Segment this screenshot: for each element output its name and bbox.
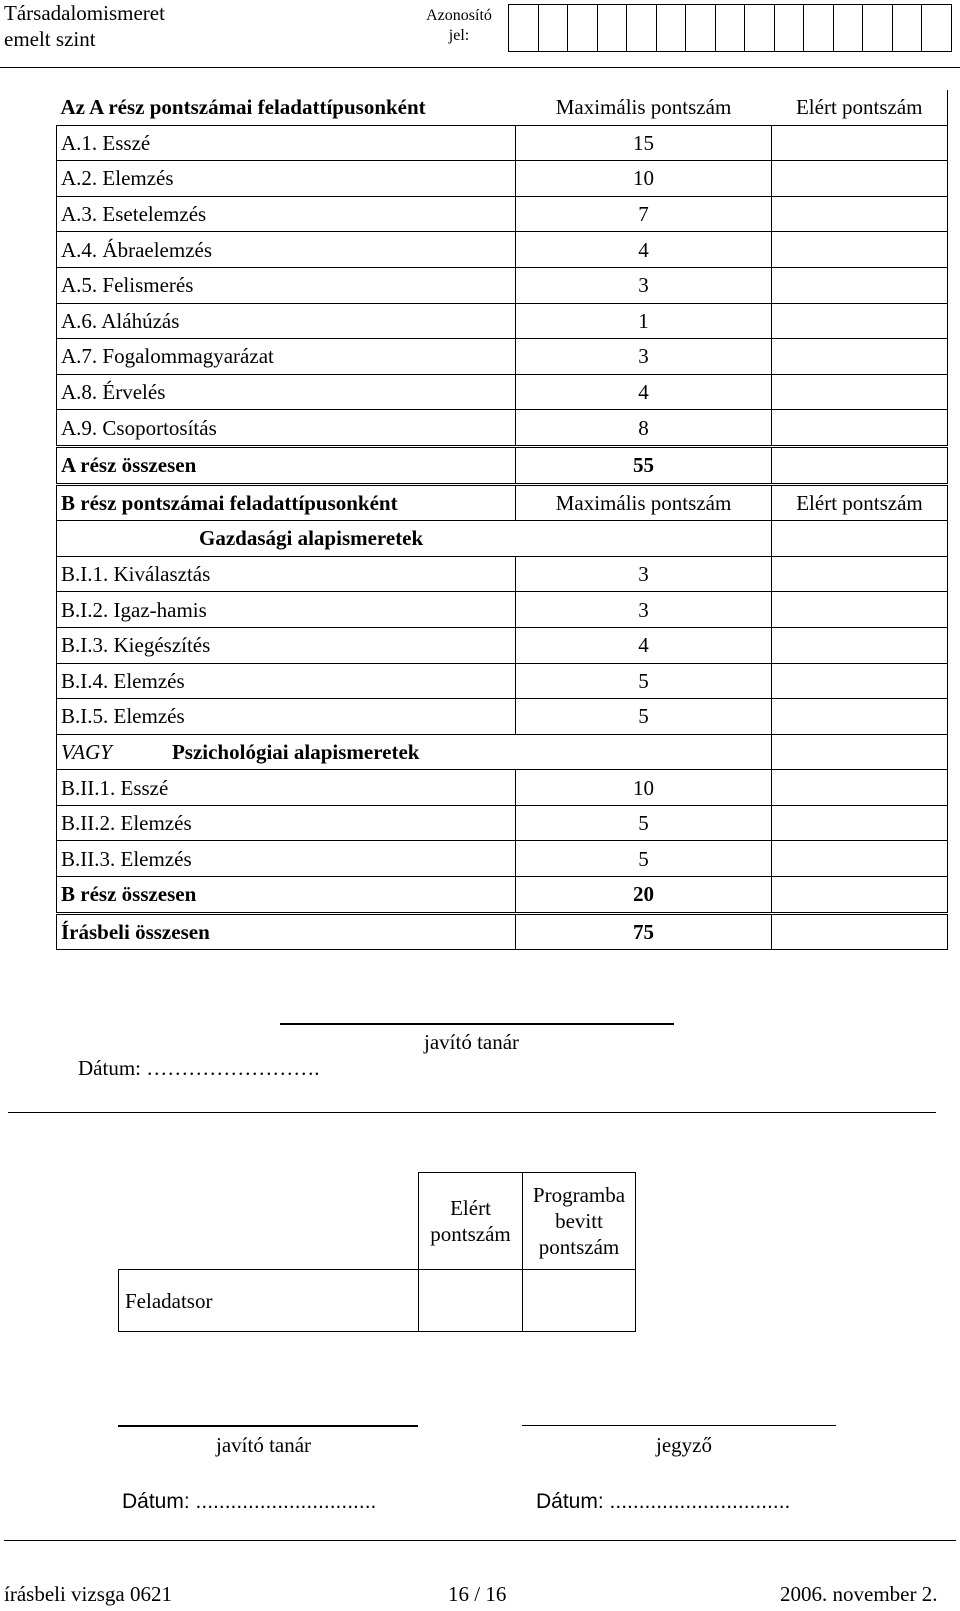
row-label: A.5. Felismerés — [57, 267, 516, 303]
row-achieved-cell[interactable] — [772, 161, 948, 197]
part-b-total-label: B rész összesen — [57, 877, 516, 914]
clerk-signature-label: jegyző — [656, 1433, 712, 1457]
row-max: 3 — [516, 556, 772, 592]
id-box[interactable] — [775, 4, 805, 52]
table-row — [57, 627, 948, 663]
row-label: A.7. Fogalommagyarázat — [57, 339, 516, 375]
id-label-line1: Azonosító — [426, 7, 492, 24]
row-label: A.2. Elemzés — [57, 161, 516, 197]
row-achieved-cell[interactable] — [772, 770, 948, 806]
row-max: 3 — [516, 339, 772, 375]
row-achieved-cell[interactable] — [772, 339, 948, 375]
row-label: A.8. Érvelés — [57, 374, 516, 410]
id-label — [418, 6, 500, 46]
row-label: A.6. Aláhúzás — [57, 303, 516, 339]
section-title-psychology: Pszichológiai alapismeretek — [171, 739, 420, 764]
row-max: 8 — [516, 410, 772, 447]
id-box[interactable] — [539, 4, 569, 52]
section-empty-cell — [772, 734, 948, 770]
id-box[interactable] — [598, 4, 628, 52]
table-row — [57, 161, 948, 197]
entered-score-cell[interactable] — [522, 1269, 636, 1332]
id-box[interactable] — [716, 4, 746, 52]
row-achieved-cell[interactable] — [772, 267, 948, 303]
clerk-signature-line[interactable] — [522, 1425, 836, 1426]
row-max: 5 — [516, 841, 772, 877]
section-row-economics — [57, 521, 948, 557]
row-max: 4 — [516, 232, 772, 268]
row-max: 5 — [516, 699, 772, 735]
row-label: B.II.2. Elemzés — [57, 805, 516, 841]
row-label: A.1. Esszé — [57, 125, 516, 161]
row-label: B.I.5. Elemzés — [57, 699, 516, 735]
row-achieved-cell[interactable] — [772, 663, 948, 699]
table-row — [57, 125, 948, 161]
table-row — [57, 556, 948, 592]
exam-code: írásbeli vizsga 0621 — [4, 1582, 172, 1606]
date-field[interactable]: Dátum: ……………………. — [78, 1056, 320, 1080]
written-total-label: Írásbeli összesen — [57, 913, 516, 950]
row-achieved-cell[interactable] — [772, 374, 948, 410]
table-row — [57, 770, 948, 806]
part-b-total-max: 20 — [516, 877, 772, 914]
part-b-total-row — [57, 877, 948, 914]
part-b-header-row — [57, 484, 948, 521]
written-total-max: 75 — [516, 913, 772, 950]
row-achieved-cell[interactable] — [772, 627, 948, 663]
max-points-header: Maximális pontszám — [516, 484, 772, 521]
section-empty-cell — [516, 521, 772, 557]
teacher-signature-line[interactable] — [118, 1425, 418, 1427]
row-label: B.II.1. Esszé — [57, 770, 516, 806]
written-total-row — [57, 913, 948, 950]
id-label-line2: jel: — [448, 27, 470, 44]
header-divider — [0, 67, 960, 68]
id-boxes — [508, 4, 952, 52]
table-row — [57, 699, 948, 735]
table-row — [57, 232, 948, 268]
part-b-title: B rész pontszámai feladattípusonként — [57, 484, 516, 521]
id-box[interactable] — [568, 4, 598, 52]
table-row — [57, 841, 948, 877]
entered-score-header: Programba bevitt pontszám — [522, 1172, 636, 1270]
teacher-date-field[interactable]: Dátum: ............................... — [122, 1490, 377, 1513]
table-row — [57, 374, 948, 410]
part-a-total-max: 55 — [516, 446, 772, 484]
row-max: 5 — [516, 663, 772, 699]
table-row — [57, 303, 948, 339]
part-b-total-achieved-cell[interactable] — [772, 877, 948, 914]
clerk-date-field[interactable]: Dátum: ............................... — [536, 1490, 791, 1513]
subject-title — [4, 0, 165, 52]
teacher-signature-line[interactable] — [280, 1023, 674, 1025]
row-achieved-cell[interactable] — [772, 232, 948, 268]
table-row — [57, 592, 948, 628]
row-achieved-cell[interactable] — [772, 592, 948, 628]
achieved-points-header: Elért pontszám — [772, 90, 948, 125]
max-points-header: Maximális pontszám — [555, 95, 732, 120]
section-divider — [8, 1112, 936, 1113]
score-table — [56, 90, 948, 950]
part-a-header-row — [57, 90, 948, 125]
subject-level: emelt szint — [4, 27, 96, 51]
teacher-signature-label: javító tanár — [424, 1030, 520, 1054]
part-a-total-achieved-cell[interactable] — [772, 446, 948, 484]
written-total-achieved-cell[interactable] — [772, 913, 948, 950]
footer-divider — [4, 1540, 956, 1541]
row-label: B.I.4. Elemzés — [57, 663, 516, 699]
row-label: B.I.2. Igaz-hamis — [57, 592, 516, 628]
row-max: 15 — [516, 125, 772, 161]
id-box[interactable] — [627, 4, 657, 52]
id-box[interactable] — [509, 4, 539, 52]
row-label: A.9. Csoportosítás — [57, 410, 516, 447]
id-box[interactable] — [922, 4, 952, 52]
id-box[interactable] — [863, 4, 893, 52]
row-max: 5 — [516, 805, 772, 841]
row-label: A.3. Esetelemzés — [57, 196, 516, 232]
section-title-cell — [57, 521, 516, 557]
id-box[interactable] — [686, 4, 716, 52]
id-box[interactable] — [804, 4, 834, 52]
subject-name: Társadalomismeret — [4, 1, 165, 25]
row-achieved-cell[interactable] — [772, 410, 948, 447]
task-set-label: Feladatsor — [118, 1269, 419, 1332]
row-achieved-cell[interactable] — [772, 699, 948, 735]
section-row-psychology — [57, 734, 948, 770]
part-a-total-row — [57, 446, 948, 484]
row-label: B.I.3. Kiegészítés — [57, 627, 516, 663]
achieved-score-cell[interactable] — [418, 1269, 523, 1332]
section-empty-cell — [516, 734, 772, 770]
teacher-signature-label: javító tanár — [216, 1433, 312, 1457]
achieved-score-header: Elért pontszám — [418, 1172, 523, 1270]
row-achieved-cell[interactable] — [772, 841, 948, 877]
row-max: 7 — [516, 196, 772, 232]
row-label: A.4. Ábraelemzés — [57, 232, 516, 268]
table-row — [57, 410, 948, 447]
row-max: 10 — [516, 161, 772, 197]
id-box[interactable] — [657, 4, 687, 52]
table-row — [57, 196, 948, 232]
result-entry-table — [118, 1172, 637, 1332]
exam-date: 2006. november 2. — [780, 1582, 938, 1606]
part-a-title: Az A rész pontszámai feladattípusonként — [60, 95, 426, 120]
table-row — [57, 339, 948, 375]
row-achieved-cell[interactable] — [772, 196, 948, 232]
part-a-total-label: A rész összesen — [57, 446, 516, 484]
row-max: 3 — [516, 267, 772, 303]
row-achieved-cell[interactable] — [772, 805, 948, 841]
row-label: B.I.1. Kiválasztás — [57, 556, 516, 592]
table-row — [57, 805, 948, 841]
row-achieved-cell[interactable] — [772, 556, 948, 592]
row-max: 4 — [516, 627, 772, 663]
achieved-points-header: Elért pontszám — [772, 484, 948, 521]
id-box[interactable] — [745, 4, 775, 52]
row-achieved-cell[interactable] — [772, 303, 948, 339]
section-empty-cell — [772, 521, 948, 557]
page-number: 16 / 16 — [448, 1582, 507, 1606]
section-title-economics: Gazdasági alapismeretek — [199, 526, 424, 551]
row-achieved-cell[interactable] — [772, 125, 948, 161]
table-row — [57, 267, 948, 303]
row-max: 1 — [516, 303, 772, 339]
section-title-cell — [57, 734, 516, 770]
row-max: 3 — [516, 592, 772, 628]
id-box[interactable] — [834, 4, 864, 52]
id-box[interactable] — [893, 4, 923, 52]
or-label: VAGY — [61, 739, 112, 764]
row-max: 10 — [516, 770, 772, 806]
table-row — [57, 663, 948, 699]
row-max: 4 — [516, 374, 772, 410]
row-label: B.II.3. Elemzés — [57, 841, 516, 877]
